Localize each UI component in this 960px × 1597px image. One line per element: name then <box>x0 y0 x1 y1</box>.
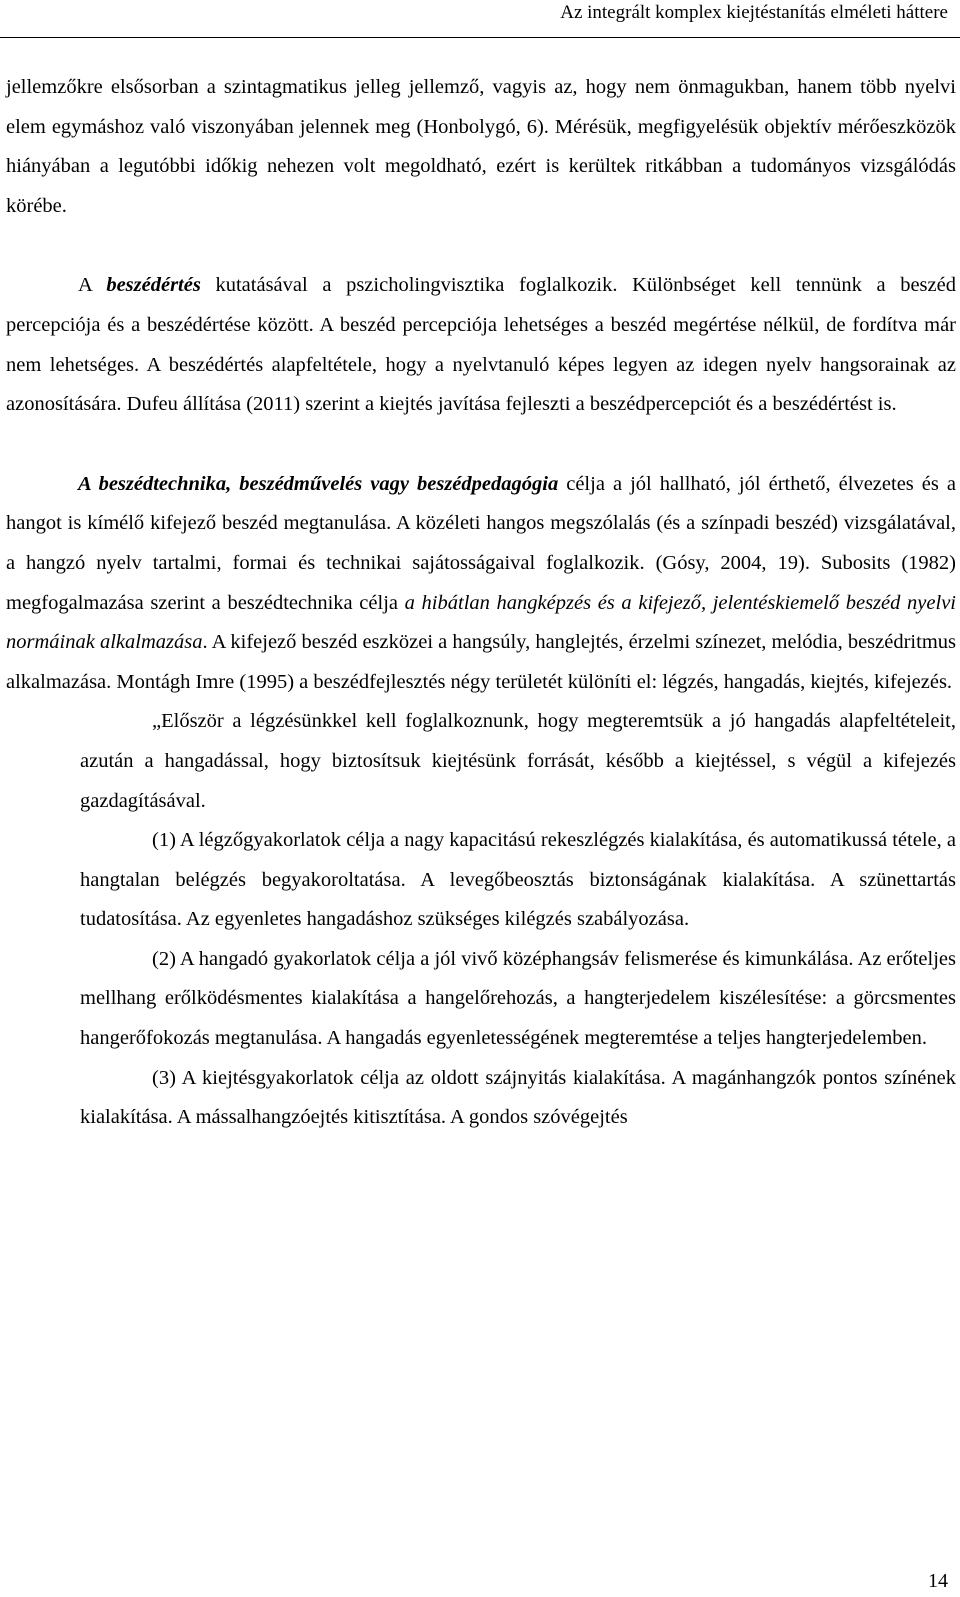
running-title: Az integrált komplex kiejtéstanítás elméleti háttere <box>560 2 948 23</box>
term-beszedtechnika: A beszédtechnika, beszédművelés vagy beszédpedagógia <box>78 472 559 495</box>
paragraph-3-text-b: . A kifejező beszéd eszközei a hangsúly, hanglejtés, érzelmi színezet, melódia, beszédritmus alkalmazása. Montágh Imre (1995) a beszédfejlesztés négy területét különíti el: légzés, hangadás, kiejtés, kifejezés. <box>6 631 957 693</box>
paragraph-3-text-a: célja a jól hallható, jól érthető, élvezetes és a hangot is kímélő kifejező beszéd megtanulása. A közéleti hangos megszólalás (és a színpadi beszéd) vizsgálatával, a hangzó nyelv tartalmi, formai és technikai sajátosságaival foglalkozik. (Gósy, 2004, 19). Subosits (1982) megfogalmazása szerint a beszédtechnika célja <box>6 472 957 614</box>
quote-paragraph-1: „Először a légzésünkkel kell foglalkoznunk, hogy megteremtsük a jó hangadás alapfeltételeit, azután a hangadással, hogy biztosítsuk kiejtésünk forrását, később a kiejtéssel, s végül a kifejezés gazdagításával. <box>80 710 956 812</box>
paragraph-2 <box>6 266 956 424</box>
paragraph-2-text: kutatásával a pszicholingvisztika foglalkozik. Különbséget kell tennünk a beszéd percepciója és a beszédértése között. A beszéd percepciója lehetséges a beszéd megértése nélkül, de fordítva már nem lehetséges. A beszédértés alapfeltétele, hogy a nyelvtanuló képes legyen az idegen nyelv hangsorainak az azonosítására. Dufeu állítása (2011) szerint a kiejtés javítása fejleszti a beszédpercepciót és a beszédértést is. <box>6 274 956 416</box>
paragraph-1-text: jellemzőkre elsősorban a szintagmatikus jelleg jellemző, vagyis az, hogy nem önmagukban, hanem több nyelvi elem egymáshoz való viszonyában jelennek meg (Honbolygó, 6). Mérésük, megfigyelésük objektív mérőeszközök hiányában a legutóbbi időkig nehezen volt megoldható, ezért is kerültek ritkábban a tudományos vizsgálódás körébe. <box>6 76 956 217</box>
page-number: 14 <box>928 1570 948 1592</box>
running-header <box>0 0 960 38</box>
quote-paragraph-2: (1) A légzőgyakorlatok célja a nagy kapacitású rekeszlégzés kialakítása, és automatikussá tétele, a hangtalan belégzés begyakoroltatása. A levegőbeosztás biztonságának kialakítása. A szünettartás tudatosítása. Az egyenletes hangadáshoz szükséges kilégzés szabályozása. <box>80 829 956 931</box>
paragraph-3 <box>6 465 956 703</box>
paragraph-3-italic-definition: a hibátlan hangképzés és a kifejező, jelentéskiemelő beszéd nyelvi normáinak alkalmazása <box>6 591 956 654</box>
quote-paragraph-3: (2) A hangadó gyakorlatok célja a jól vivő középhangsáv felismerése és kimunkálása. Az erőteljes mellhang erőlködésmentes kialakítása a hangelőrehozás, a hangterjedelem kiszélesítése: a görcsmentes hangerőfokozás megtanulása. A hangadás egyenletességének megteremtése a teljes hangterjedelemben. <box>80 947 956 1050</box>
paragraph-2-lead: A <box>78 274 107 297</box>
quote-paragraph-4: (3) A kiejtésgyakorlatok célja az oldott szájnyitás kialakítása. A magánhangzók pontos színének kialakítása. A mássalhangzóejtés kitisztítása. A gondos szóvégejtés <box>80 1066 956 1129</box>
header-rule <box>0 37 960 38</box>
body-text <box>6 68 956 1138</box>
term-beszedertes: beszédértés <box>106 274 201 297</box>
paragraph-1 <box>6 68 956 226</box>
